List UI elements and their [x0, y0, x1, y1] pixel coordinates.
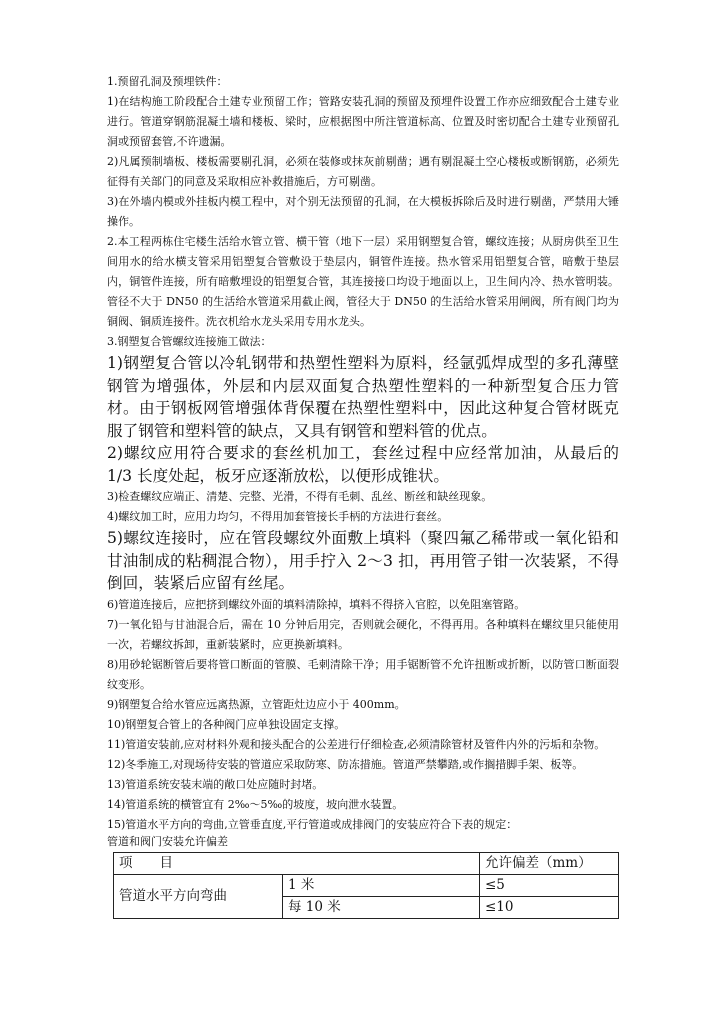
header-item-cell: 项 目 [114, 853, 480, 875]
paragraph: 5)螺纹连接时，应在管段螺纹外面敷上填料（聚四氟乙稀带或一氧化铅和甘油制成的粘稠混合物），用手拧入 2～3 扣，再用管子钳一次装紧，不得倒回，装紧后应留有丝尾。 [107, 529, 619, 592]
paragraph: 9)钢塑复合给水管应远离热源，立管距灶边应小于 400mm。 [107, 697, 406, 711]
length-cell: 1 米 [283, 875, 480, 897]
paragraph: 2)螺纹应用符合要求的套丝机加工，套丝过程中应经常加油，从最后的 1/3 长度处起，板牙应逐渐放松，以便形成锥状。 [107, 444, 619, 485]
header-tolerance-cell: 允许偏差（mm） [480, 853, 619, 875]
table-header-row [114, 853, 619, 875]
paragraph: 3)检查螺纹应端正、清楚、完整、光滑，不得有毛刺、乱丝、断丝和缺丝现象。 [107, 490, 493, 503]
paragraph: 15)管道水平方向的弯曲,立管垂直度,平行管道或成排阀门的安装应符合下表的规定： [107, 817, 518, 831]
length-cell: 每 10 米 [283, 897, 480, 919]
paragraph: 2)凡属预制墙板、楼板需要剔孔洞，必须在装修或抹灰前剔凿；遇有剔混凝土空心楼板或断钢筋，必须先征得有关部门的同意及采取相应补救措施后，方可剔凿。 [107, 155, 619, 188]
document-body [107, 72, 619, 835]
paragraph: 1.预留孔洞及预埋铁件： [107, 75, 228, 88]
paragraph: 1)钢塑复合管以冷轧钢带和热塑性塑料为原料，经氩弧焊成型的多孔薄壁钢管为增强体，外层和内层双面复合热塑性塑料的一种新型复合压力管材。由于钢板网管增强体背保覆在热塑性塑料中，因此这种复合管材既克服了钢管和塑料管的缺点，又具有钢管和塑料管的优点。 [107, 354, 619, 440]
paragraph: 7)一氧化铅与甘油混合后，需在 10 分钟后用完，否则就会硬化，不得再用。各种填料在螺纹里只能使用一次，若螺纹拆卸，重新装紧时，应更换新填料。 [107, 617, 619, 651]
paragraph: 14)管道系统的横管宜有 2‰～5‰的坡度，坡向泄水装置。 [107, 797, 404, 811]
paragraph: 4)螺纹加工时，应用力均匀，不得用加套管接长手柄的方法进行套丝。 [107, 510, 449, 523]
paragraph: 6)管道连接后，应把挤到螺纹外面的填料清除掉，填料不得挤入官腔，以免阻塞管路。 [107, 597, 526, 611]
tolerance-table [113, 852, 619, 919]
paragraph: 12)冬季施工,对现场待安装的管道应采取防寒、防冻措施。管道严禁攀踏,或作搁措脚手架、板等。 [107, 757, 584, 771]
tolerance-cell: ≤5 [480, 875, 619, 897]
paragraph: 3)在外墙内模或外挂板内模工程中，对个别无法预留的孔洞，在大模板拆除后及时进行剔凿，严禁用大锤操作。 [107, 195, 619, 228]
table-caption: 管道和阀门安装允许偏差 [107, 835, 228, 848]
tolerance-cell: ≤10 [480, 897, 619, 919]
paragraph: 11)管道安装前,应对材料外观和接头配合的公差进行仔细检查,必须清除管材及管件内外的污垢和杂物。 [107, 737, 606, 751]
paragraph: 2.本工程两栋住宅楼生活给水管立管、横干管（地下一层）采用钢塑复合管，螺纹连接；从厨房供至卫生间用水的给水横支管采用铝塑复合管敷设于垫层内，铜管件连接。热水管采用铝塑复合管，暗敷于垫层内，铜管件连接，所有暗敷埋设的铝塑复合管，其连接接口均设于地面以上，卫生间内冷、热水管明装。管径不大于 DN50 的生活给水管道采用截止阀，管径大于 DN50 的生活给水管采用闸阀，所有阀门均为铜阀、铜质连接件。洗衣机给水龙头采用专用水龙头。 [107, 235, 619, 328]
paragraph: 13)管道系统安装末端的敞口处应随时封堵。 [107, 777, 324, 791]
paragraph: 1)在结构施工阶段配合土建专业预留工作；管路安装孔洞的预留及预埋件设置工作亦应细致配合土建专业进行。管道穿钢筋混凝土墙和楼板、梁时，应根据图中所注管道标高、位置及时密切配合土建专业预留孔洞或预留套管,不许遗漏。 [107, 95, 619, 148]
paragraph: 8)用砂轮锯断管后要将管口断面的管膜、毛刺清除干净；用手锯断管不允许扭断或折断，以防管口断面裂纹变形。 [107, 657, 619, 691]
paragraph: 3.钢塑复合管螺纹连接施工做法： [107, 335, 272, 348]
group-label-cell: 管道水平方向弯曲 [114, 875, 283, 919]
table-row [114, 875, 619, 897]
paragraph: 10)钢塑复合管上的各种阀门应单独设固定支撑。 [107, 717, 346, 731]
